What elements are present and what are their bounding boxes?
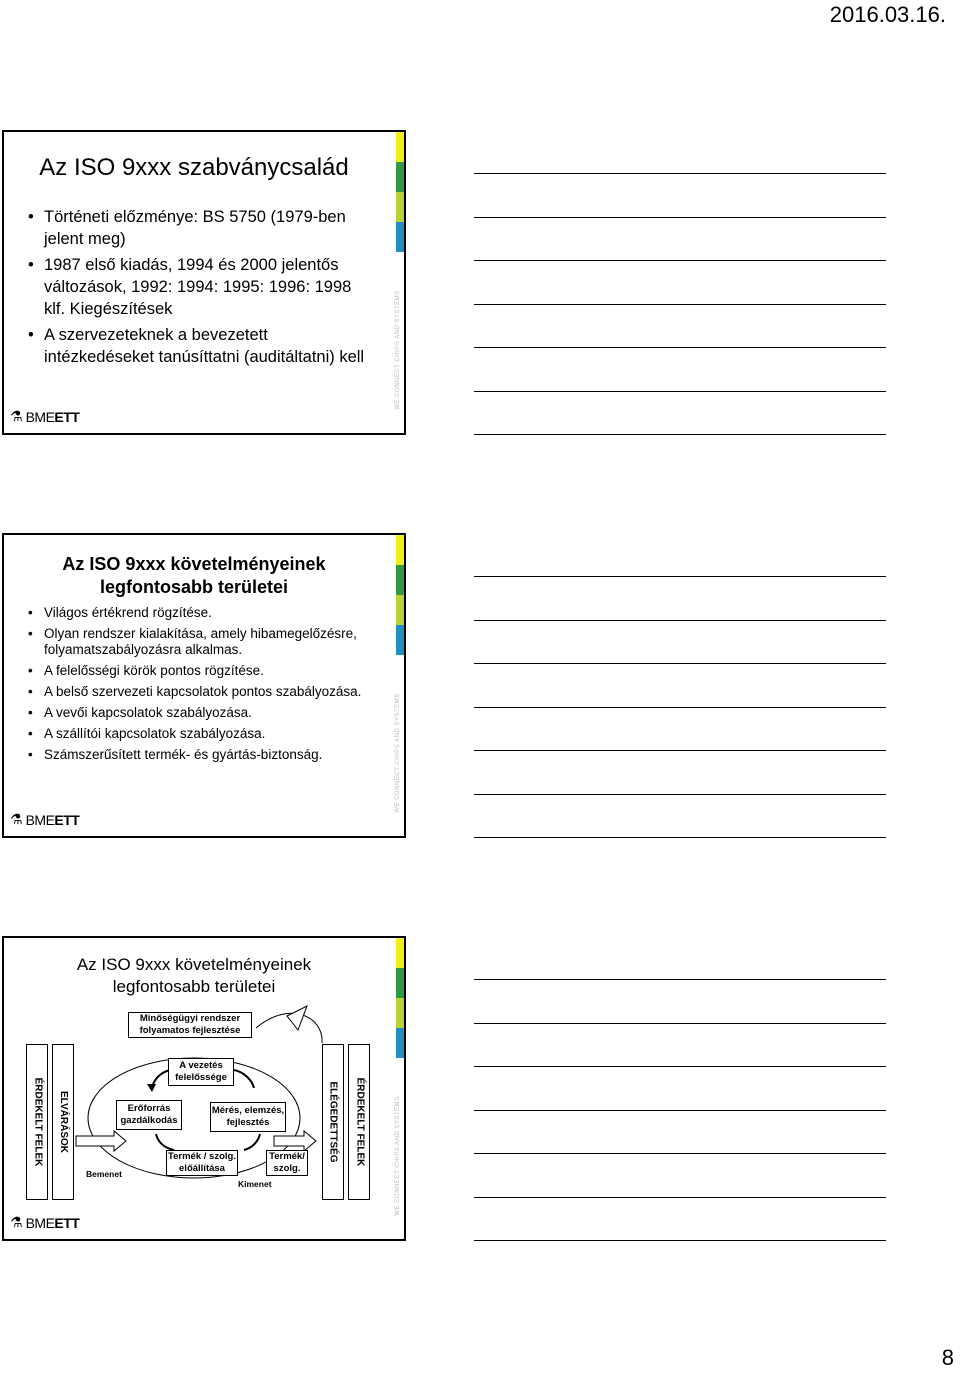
improvement-box: Minőségügyi rendszer folyamatos fejlesztése (128, 1012, 252, 1038)
side-text: WE CONNECT CHIPS AND SYSTEMS (395, 1096, 401, 1216)
product-output-box: Termék/ szolg. (266, 1150, 308, 1176)
bullet-item: • A szállítói kapcsolatok szabályozása. (26, 726, 366, 742)
bmeett-logo: ⚗ BMEETT (10, 408, 80, 425)
bullet-item: • A szervezeteknek a bevezetett intézkedéseket tanúsíttatni (auditáltatni) kell (26, 324, 376, 368)
measurement-box: Mérés, elemzés, fejlesztés (210, 1102, 286, 1132)
slide-3 (2, 936, 406, 1241)
bmeett-logo: ⚗ BMEETT (10, 811, 80, 828)
production-box: Termék / szolg. előállítása (166, 1150, 238, 1176)
logo-icon: ⚗ (10, 408, 23, 424)
resource-box: Erőforrás gazdálkodás (116, 1100, 182, 1130)
bullet-list (26, 605, 366, 763)
side-text: WE CONNECT CHIPS AND SYSTEMS (395, 290, 401, 410)
slide-1 (2, 130, 406, 435)
bullet-item: • Világos értékrend rögzítése. (26, 605, 366, 621)
bullet-item: • A felelősségi körök pontos rögzítése. (26, 663, 366, 679)
left-stakeholders-box: ÉRDEKELT FELEK (26, 1044, 48, 1200)
side-text: WE CONNECT CHIPS AND SYSTEMS (395, 693, 401, 813)
bullet-item: • A vevői kapcsolatok szabályozása. (26, 705, 366, 721)
logo-icon: ⚗ (10, 811, 23, 827)
bullet-item: • Olyan rendszer kialakítása, amely hibamegelőzésre, folyamatszabályozásra alkalmas. (26, 626, 366, 658)
bullet-item: • 1987 első kiadás, 1994 és 2000 jelentős változások, 1992: 1994: 1995: 1996: 1998 klf. Kiegészítések (26, 254, 376, 320)
left-expectations-box: ELVÁRÁSOK (52, 1044, 74, 1200)
page-number: 8 (941, 1345, 954, 1370)
process-diagram (4, 938, 400, 1238)
bullet-list (26, 206, 376, 368)
slide-2 (2, 533, 406, 838)
management-box: A vezetés felelőssége (168, 1058, 234, 1086)
bmeett-logo: ⚗ BMEETT (10, 1214, 80, 1231)
header-date: 2016.03.16. (829, 2, 946, 27)
bullet-item: • Történeti előzménye: BS 5750 (1979-ben jelent meg) (26, 206, 376, 250)
slide-title: Az ISO 9xxx követelményeinek legfontosabb területei (76, 955, 312, 996)
bullet-item: • Számszerűsített termék- és gyártás-biztonság. (26, 747, 366, 763)
bullet-item: • A belső szervezeti kapcsolatok pontos szabályozása. (26, 684, 366, 700)
right-satisfaction-box: ELÉGEDETTSÉG (322, 1044, 344, 1200)
slide-title: Az ISO 9xxx követelményeinek legfontosabb területei (62, 554, 326, 597)
input-label: Bemenet (86, 1169, 122, 1179)
output-label: Kimenet (238, 1179, 272, 1189)
logo-icon: ⚗ (10, 1214, 23, 1230)
slide-title: Az ISO 9xxx szabványcsalád (39, 154, 349, 181)
right-stakeholders-box: ÉRDEKELT FELEK (348, 1044, 370, 1200)
